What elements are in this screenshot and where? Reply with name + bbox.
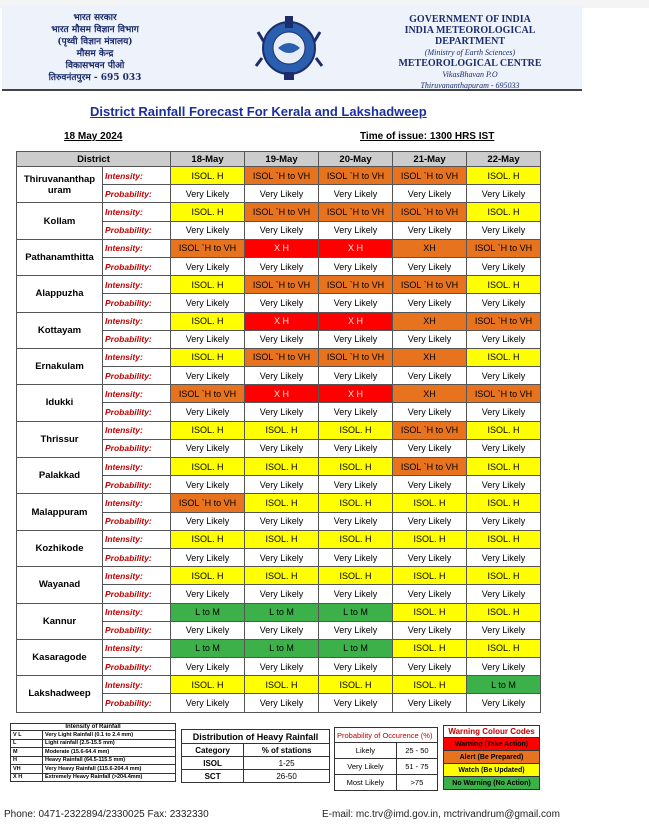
intensity-cell: ISOL. H xyxy=(171,348,245,366)
probability-cell: Very Likely xyxy=(467,512,541,530)
probability-label: Probability: xyxy=(103,439,171,457)
distribution-category: SCT xyxy=(182,770,244,783)
intensity-cell: ISOL `H to VH xyxy=(393,421,467,439)
probability-cell: Very Likely xyxy=(393,439,467,457)
probability-label: Probability: xyxy=(103,185,171,203)
intensity-legend-row xyxy=(11,731,176,740)
probability-cell: Very Likely xyxy=(245,367,319,385)
district-name: Palakkad xyxy=(17,458,103,494)
probability-cell: Very Likely xyxy=(319,367,393,385)
probability-cell: Very Likely xyxy=(245,658,319,676)
intensity-cell: ISOL `H to VH xyxy=(171,239,245,257)
probability-cell: Very Likely xyxy=(171,694,245,712)
intensity-cell: ISOL. H xyxy=(467,530,541,548)
probability-cell: Very Likely xyxy=(319,585,393,603)
intensity-cell: ISOL. H xyxy=(467,458,541,476)
intensity-cell: ISOL `H to VH xyxy=(245,203,319,221)
district-name: Ernakulam xyxy=(17,348,103,384)
probability-cell: Very Likely xyxy=(245,512,319,530)
intensity-cell: ISOL. H xyxy=(393,567,467,585)
probability-cell: Very Likely xyxy=(171,476,245,494)
probability-label: Likely xyxy=(335,743,397,759)
english-line: VikasBhavan P.O xyxy=(442,70,498,79)
intensity-cell: ISOL. H xyxy=(319,530,393,548)
probability-cell: Very Likely xyxy=(319,512,393,530)
warning-legend-title: Warning Colour Codes xyxy=(444,726,540,738)
intensity-cell: L to M xyxy=(467,676,541,694)
warning-colour-legend xyxy=(443,725,540,790)
intensity-cell: ISOL `H to VH xyxy=(319,348,393,366)
probability-cell: Very Likely xyxy=(319,221,393,239)
intensity-row xyxy=(17,458,541,476)
probability-cell: Very Likely xyxy=(393,548,467,566)
probability-cell: Very Likely xyxy=(245,185,319,203)
column-header: District xyxy=(17,152,171,167)
probability-cell: Very Likely xyxy=(171,439,245,457)
intensity-description: Extremely Heavy Rainfall (>204.4mm) xyxy=(43,773,176,782)
distribution-legend xyxy=(181,729,330,783)
intensity-cell: ISOL `H to VH xyxy=(171,494,245,512)
probability-cell: Very Likely xyxy=(319,694,393,712)
warning-colour-swatch: No Warning (No Action) xyxy=(444,777,540,790)
intensity-cell: X H xyxy=(319,312,393,330)
distribution-category: ISOL xyxy=(182,757,244,770)
intensity-cell: ISOL. H xyxy=(393,530,467,548)
probability-cell: Very Likely xyxy=(393,476,467,494)
column-header: 22-May xyxy=(467,152,541,167)
letterhead-hindi xyxy=(20,12,170,84)
probability-cell: Very Likely xyxy=(245,257,319,275)
english-line: Thiruvananthapuram - 695033 xyxy=(420,81,520,90)
intensity-label: Intensity: xyxy=(103,458,171,476)
intensity-cell: ISOL. H xyxy=(171,676,245,694)
probability-cell: Very Likely xyxy=(393,621,467,639)
column-header: 19-May xyxy=(245,152,319,167)
probability-range: 51 - 75 xyxy=(396,759,437,775)
probability-cell: Very Likely xyxy=(319,621,393,639)
intensity-cell: X H xyxy=(245,239,319,257)
probability-label: Very Likely xyxy=(335,759,397,775)
probability-cell: Very Likely xyxy=(393,367,467,385)
intensity-label: Intensity: xyxy=(103,530,171,548)
intensity-row xyxy=(17,348,541,366)
intensity-row xyxy=(17,494,541,512)
probability-cell: Very Likely xyxy=(171,367,245,385)
intensity-cell: XH xyxy=(393,239,467,257)
table-header-row xyxy=(17,152,541,167)
intensity-cell: ISOL `H to VH xyxy=(171,385,245,403)
intensity-row xyxy=(17,239,541,257)
probability-cell: Very Likely xyxy=(171,658,245,676)
hindi-line: (पृथ्वी विज्ञान मंत्रालय) xyxy=(57,37,133,47)
probability-cell: Very Likely xyxy=(393,658,467,676)
probability-cell: Very Likely xyxy=(245,330,319,348)
probability-cell: Very Likely xyxy=(467,185,541,203)
warning-colour-swatch: Watch (Be Updated) xyxy=(444,764,540,777)
district-name: Lakshadweep xyxy=(17,676,103,712)
probability-cell: Very Likely xyxy=(171,512,245,530)
intensity-description: Very Light Rainfall (0.1 to 2.4 mm) xyxy=(43,731,176,740)
probability-cell: Very Likely xyxy=(171,221,245,239)
district-name: Kollam xyxy=(17,203,103,239)
intensity-code: M xyxy=(11,748,43,757)
probability-cell: Very Likely xyxy=(319,257,393,275)
intensity-cell: X H xyxy=(319,385,393,403)
intensity-cell: ISOL `H to VH xyxy=(467,239,541,257)
probability-cell: Very Likely xyxy=(393,294,467,312)
intensity-cell: ISOL. H xyxy=(467,603,541,621)
intensity-description: Heavy Rainfall (64.5-115.5 mm) xyxy=(43,756,176,765)
probability-label: Probability: xyxy=(103,621,171,639)
probability-cell: Very Likely xyxy=(171,585,245,603)
probability-cell: Very Likely xyxy=(171,621,245,639)
warning-legend-row xyxy=(444,751,540,764)
intensity-cell: X H xyxy=(245,312,319,330)
hindi-line: तिरुवनंतपुरम - 695 033 xyxy=(48,73,142,83)
english-line: INDIA METEOROLOGICAL xyxy=(404,25,536,36)
intensity-cell: ISOL. H xyxy=(319,676,393,694)
probability-legend xyxy=(334,727,438,791)
intensity-cell: ISOL. H xyxy=(393,494,467,512)
intensity-cell: L to M xyxy=(319,639,393,657)
probability-cell: Very Likely xyxy=(171,257,245,275)
intensity-cell: ISOL. H xyxy=(467,639,541,657)
probability-cell: Very Likely xyxy=(171,185,245,203)
intensity-cell: X H xyxy=(319,239,393,257)
probability-cell: Very Likely xyxy=(319,185,393,203)
intensity-description: Very Heavy Rainfall (115.6-204.4 mm) xyxy=(43,765,176,774)
intensity-label: Intensity: xyxy=(103,385,171,403)
intensity-label: Intensity: xyxy=(103,348,171,366)
district-name: Thrissur xyxy=(17,421,103,457)
probability-cell: Very Likely xyxy=(393,694,467,712)
warning-legend-row xyxy=(444,777,540,790)
probability-cell: Very Likely xyxy=(467,585,541,603)
intensity-cell: ISOL `H to VH xyxy=(467,385,541,403)
probability-cell: Very Likely xyxy=(319,330,393,348)
intensity-code: H xyxy=(11,756,43,765)
intensity-code: VH xyxy=(11,765,43,774)
intensity-cell: ISOL. H xyxy=(319,421,393,439)
probability-cell: Very Likely xyxy=(467,476,541,494)
intensity-row xyxy=(17,167,541,185)
probability-cell: Very Likely xyxy=(171,294,245,312)
intensity-cell: ISOL `H to VH xyxy=(393,458,467,476)
probability-cell: Very Likely xyxy=(467,330,541,348)
probability-cell: Very Likely xyxy=(245,221,319,239)
probability-label: Probability: xyxy=(103,257,171,275)
intensity-cell: ISOL. H xyxy=(467,421,541,439)
intensity-cell: ISOL. H xyxy=(171,530,245,548)
hindi-line: विकासभवन पीओ xyxy=(65,61,125,71)
intensity-label: Intensity: xyxy=(103,312,171,330)
intensity-cell: ISOL. H xyxy=(171,167,245,185)
intensity-row xyxy=(17,530,541,548)
english-line: DEPARTMENT xyxy=(434,36,506,47)
intensity-cell: L to M xyxy=(319,603,393,621)
footer-phone: Phone: 0471-2322894/2330025 Fax: 2332330 xyxy=(4,809,209,820)
intensity-cell: ISOL `H to VH xyxy=(393,167,467,185)
probability-label: Probability: xyxy=(103,694,171,712)
intensity-cell: X H xyxy=(245,385,319,403)
intensity-legend-row xyxy=(11,765,176,774)
intensity-row xyxy=(17,421,541,439)
intensity-cell: XH xyxy=(393,312,467,330)
probability-cell: Very Likely xyxy=(245,694,319,712)
intensity-cell: ISOL. H xyxy=(171,458,245,476)
probability-cell: Very Likely xyxy=(467,367,541,385)
probability-label: Probability: xyxy=(103,367,171,385)
probability-cell: Very Likely xyxy=(319,658,393,676)
intensity-label: Intensity: xyxy=(103,494,171,512)
intensity-legend-row xyxy=(11,739,176,748)
intensity-code: V L xyxy=(11,731,43,740)
probability-cell: Very Likely xyxy=(467,294,541,312)
column-header: 20-May xyxy=(319,152,393,167)
distribution-col-category: Category xyxy=(182,744,244,757)
probability-cell: Very Likely xyxy=(393,257,467,275)
probability-cell: Very Likely xyxy=(245,439,319,457)
probability-cell: Very Likely xyxy=(467,621,541,639)
distribution-percent: 1-25 xyxy=(244,757,330,770)
intensity-cell: ISOL `H to VH xyxy=(245,348,319,366)
probability-cell: Very Likely xyxy=(245,294,319,312)
district-name: Thiruvananthap uram xyxy=(17,167,103,203)
intensity-cell: ISOL. H xyxy=(245,676,319,694)
warning-colour-swatch: Warning (Take Action) xyxy=(444,738,540,751)
intensity-cell: ISOL. H xyxy=(171,203,245,221)
english-line: (Ministry of Earth Sciences) xyxy=(424,48,516,57)
probability-cell: Very Likely xyxy=(245,621,319,639)
warning-legend-row xyxy=(444,764,540,777)
intensity-description: Moderate (15.6-64.4 mm) xyxy=(43,748,176,757)
intensity-cell: ISOL `H to VH xyxy=(245,276,319,294)
distribution-percent: 26-50 xyxy=(244,770,330,783)
probability-label: Probability: xyxy=(103,294,171,312)
intensity-cell: ISOL. H xyxy=(245,458,319,476)
intensity-cell: L to M xyxy=(171,603,245,621)
intensity-label: Intensity: xyxy=(103,203,171,221)
intensity-cell: XH xyxy=(393,385,467,403)
probability-cell: Very Likely xyxy=(393,221,467,239)
probability-cell: Very Likely xyxy=(319,548,393,566)
column-header: 18-May xyxy=(171,152,245,167)
probability-cell: Very Likely xyxy=(171,548,245,566)
intensity-cell: L to M xyxy=(245,639,319,657)
intensity-row xyxy=(17,603,541,621)
intensity-cell: ISOL `H to VH xyxy=(467,312,541,330)
intensity-code: L xyxy=(11,739,43,748)
intensity-cell: ISOL. H xyxy=(393,639,467,657)
intensity-cell: ISOL. H xyxy=(171,276,245,294)
intensity-cell: ISOL. H xyxy=(245,494,319,512)
intensity-cell: ISOL. H xyxy=(393,676,467,694)
intensity-cell: ISOL. H xyxy=(245,421,319,439)
intensity-cell: ISOL. H xyxy=(171,312,245,330)
intensity-legend-row xyxy=(11,756,176,765)
probability-cell: Very Likely xyxy=(467,257,541,275)
intensity-legend-row xyxy=(11,773,176,782)
intensity-cell: ISOL. H xyxy=(245,567,319,585)
issue-time: Time of issue: 1300 HRS IST xyxy=(360,131,495,142)
probability-cell: Very Likely xyxy=(245,476,319,494)
intensity-label: Intensity: xyxy=(103,421,171,439)
intensity-cell: ISOL. H xyxy=(171,421,245,439)
intensity-row xyxy=(17,676,541,694)
intensity-row xyxy=(17,312,541,330)
intensity-cell: ISOL. H xyxy=(467,567,541,585)
intensity-label: Intensity: xyxy=(103,603,171,621)
intensity-description: Light rainfall (2.5-15.5 mm) xyxy=(43,739,176,748)
intensity-legend-row xyxy=(11,748,176,757)
english-line: GOVERNMENT OF INDIA xyxy=(409,14,531,25)
intensity-cell: ISOL `H to VH xyxy=(319,203,393,221)
intensity-row xyxy=(17,203,541,221)
district-name: Idukki xyxy=(17,385,103,421)
probability-cell: Very Likely xyxy=(393,585,467,603)
probability-cell: Very Likely xyxy=(467,658,541,676)
letterhead-english xyxy=(370,14,570,91)
probability-cell: Very Likely xyxy=(467,548,541,566)
intensity-legend xyxy=(10,723,176,782)
probability-cell: Very Likely xyxy=(393,512,467,530)
probability-cell: Very Likely xyxy=(319,439,393,457)
intensity-legend-title: Intensity of Rainfall xyxy=(11,724,176,731)
letterhead xyxy=(2,6,582,91)
intensity-cell: ISOL. H xyxy=(467,494,541,512)
intensity-cell: ISOL. H xyxy=(171,567,245,585)
district-name: Kannur xyxy=(17,603,103,639)
warning-colour-swatch: Alert (Be Prepared) xyxy=(444,751,540,764)
probability-label: Probability: xyxy=(103,403,171,421)
probability-label: Most Likely xyxy=(335,775,397,791)
probability-cell: Very Likely xyxy=(393,330,467,348)
intensity-code: X H xyxy=(11,773,43,782)
probability-range: >75 xyxy=(396,775,437,791)
probability-cell: Very Likely xyxy=(467,694,541,712)
page-title: District Rainfall Forecast For Kerala and Lakshadweep xyxy=(90,104,427,119)
column-header: 21-May xyxy=(393,152,467,167)
distribution-col-percent: % of stations xyxy=(244,744,330,757)
district-name: Wayanad xyxy=(17,567,103,603)
imd-emblem-icon xyxy=(254,12,324,84)
probability-cell: Very Likely xyxy=(467,221,541,239)
probability-cell: Very Likely xyxy=(319,476,393,494)
probability-label: Probability: xyxy=(103,548,171,566)
intensity-row xyxy=(17,276,541,294)
intensity-cell: ISOL `H to VH xyxy=(393,276,467,294)
intensity-row xyxy=(17,639,541,657)
district-name: Malappuram xyxy=(17,494,103,530)
intensity-row xyxy=(17,385,541,403)
probability-label: Probability: xyxy=(103,221,171,239)
district-name: Pathanamthitta xyxy=(17,239,103,275)
hindi-line: भारत मौसम विज्ञान विभाग xyxy=(51,25,139,35)
intensity-label: Intensity: xyxy=(103,639,171,657)
intensity-row xyxy=(17,567,541,585)
intensity-cell: ISOL `H to VH xyxy=(319,167,393,185)
probability-cell: Very Likely xyxy=(171,403,245,421)
probability-cell: Very Likely xyxy=(245,585,319,603)
probability-range: 25 - 50 xyxy=(396,743,437,759)
forecast-table xyxy=(16,151,541,713)
probability-label: Probability: xyxy=(103,330,171,348)
probability-cell: Very Likely xyxy=(245,403,319,421)
hindi-line: भारत सरकार xyxy=(73,13,117,23)
intensity-label: Intensity: xyxy=(103,239,171,257)
probability-cell: Very Likely xyxy=(171,330,245,348)
district-name: Kottayam xyxy=(17,312,103,348)
footer-email: E-mail: mc.trv@imd.gov.in, mctrivandrum@gmail.com xyxy=(322,809,560,820)
probability-cell: Very Likely xyxy=(393,185,467,203)
intensity-cell: ISOL `H to VH xyxy=(245,167,319,185)
hindi-line: मौसम केन्द्र xyxy=(76,49,114,59)
district-name: Kasaragode xyxy=(17,639,103,675)
intensity-cell: L to M xyxy=(245,603,319,621)
intensity-label: Intensity: xyxy=(103,567,171,585)
intensity-cell: ISOL. H xyxy=(319,494,393,512)
distribution-legend-title: Distribution of Heavy Rainfall xyxy=(182,730,330,744)
intensity-cell: ISOL. H xyxy=(467,203,541,221)
probability-label: Probability: xyxy=(103,585,171,603)
probability-label: Probability: xyxy=(103,658,171,676)
probability-cell: Very Likely xyxy=(245,548,319,566)
intensity-cell: ISOL. H xyxy=(393,603,467,621)
probability-cell: Very Likely xyxy=(467,439,541,457)
warning-legend-row xyxy=(444,738,540,751)
intensity-cell: ISOL `H to VH xyxy=(319,276,393,294)
intensity-cell: ISOL. H xyxy=(245,530,319,548)
intensity-cell: ISOL. H xyxy=(319,458,393,476)
probability-label: Probability: xyxy=(103,476,171,494)
intensity-cell: ISOL. H xyxy=(467,167,541,185)
forecast-date: 18 May 2024 xyxy=(64,131,123,142)
probability-cell: Very Likely xyxy=(393,403,467,421)
probability-label: Probability: xyxy=(103,512,171,530)
intensity-cell: ISOL. H xyxy=(467,276,541,294)
english-line: METEOROLOGICAL CENTRE xyxy=(398,58,542,69)
intensity-cell: ISOL. H xyxy=(319,567,393,585)
intensity-cell: XH xyxy=(393,348,467,366)
intensity-label: Intensity: xyxy=(103,276,171,294)
intensity-cell: ISOL. H xyxy=(467,348,541,366)
probability-legend-title: Probability of Occurence (%) xyxy=(335,728,438,743)
intensity-cell: ISOL `H to VH xyxy=(393,203,467,221)
intensity-label: Intensity: xyxy=(103,676,171,694)
district-name: Kozhikode xyxy=(17,530,103,566)
intensity-label: Intensity: xyxy=(103,167,171,185)
probability-cell: Very Likely xyxy=(319,294,393,312)
probability-cell: Very Likely xyxy=(467,403,541,421)
intensity-cell: L to M xyxy=(171,639,245,657)
district-name: Alappuzha xyxy=(17,276,103,312)
probability-cell: Very Likely xyxy=(319,403,393,421)
